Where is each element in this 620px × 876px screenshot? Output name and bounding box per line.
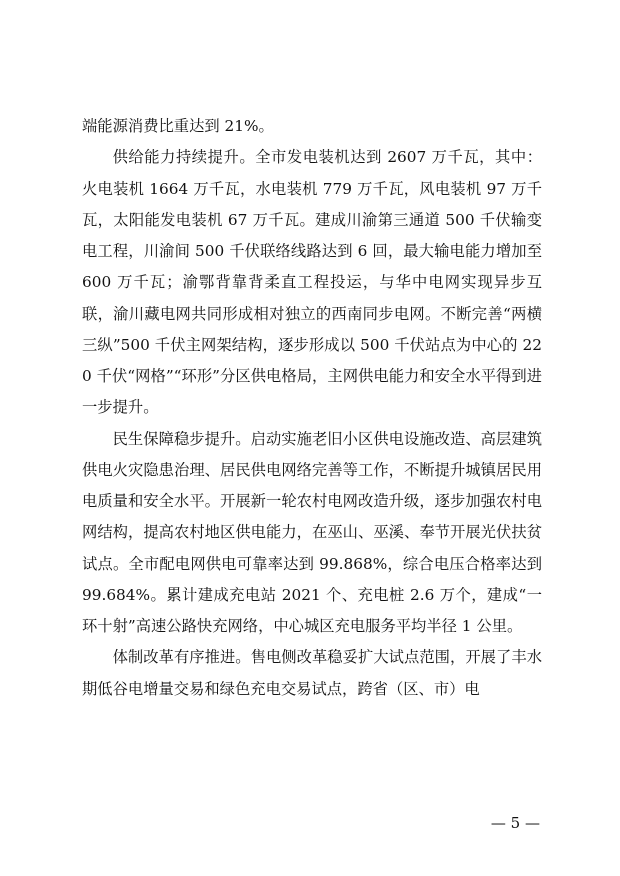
paragraph-supply-capacity: 供给能力持续提升。全市发电装机达到 2607 万千瓦，其中：火电装机 1664 万千瓦，水电装机 779 万千瓦，风电装机 97 万千瓦，太阳能发电装机 67 万千瓦。建成川渝第三通道 500 千伏输变电工程，川渝间 500 千伏联络线路达到 6 回，最大输电能力增加至 600 万千瓦；渝鄂背靠背柔直工程投运，与华中电网实现异步互联，渝川藏电网共同形成相对独立的西南同步电网。不断完善“两横三纵”500 千伏主网架结构，逐步形成以 500 千伏站点为中心的 220 千伏“网格”“环形”分区供电格局，主网供电能力和安全水平得到进一步提升。 (82, 148, 542, 417)
page-number: — 5 — (490, 814, 540, 832)
paragraph-continuation: 端能源消费比重达到 21%。 (82, 117, 274, 135)
paragraph-system-reform: 体制改革有序推进。售电侧改革稳妥扩大试点范围，开展了丰水期低谷电增量交易和绿色充电交易试点，跨省（区、市）电 (82, 648, 542, 698)
body-text (82, 111, 542, 705)
paragraph-livelihood-security: 民生保障稳步提升。启动实施老旧小区供电设施改造、高层建筑供电火灾隐患治理、居民供电网络完善等工作，不断提升城镇居民用电质量和安全水平。开展新一轮农村电网改造升级，逐步加强农村电网结构，提高农村地区供电能力，在巫山、巫溪、奉节开展光伏扶贫试点。全市配电网供电可靠率达到 99.868%，综合电压合格率达到 99.684%。累计建成充电站 2021 个、充电桩 2.6 万个，建成“一环十射”高速公路快充网络，中心城区充电服务平均半径 1 公里。 (82, 429, 542, 635)
